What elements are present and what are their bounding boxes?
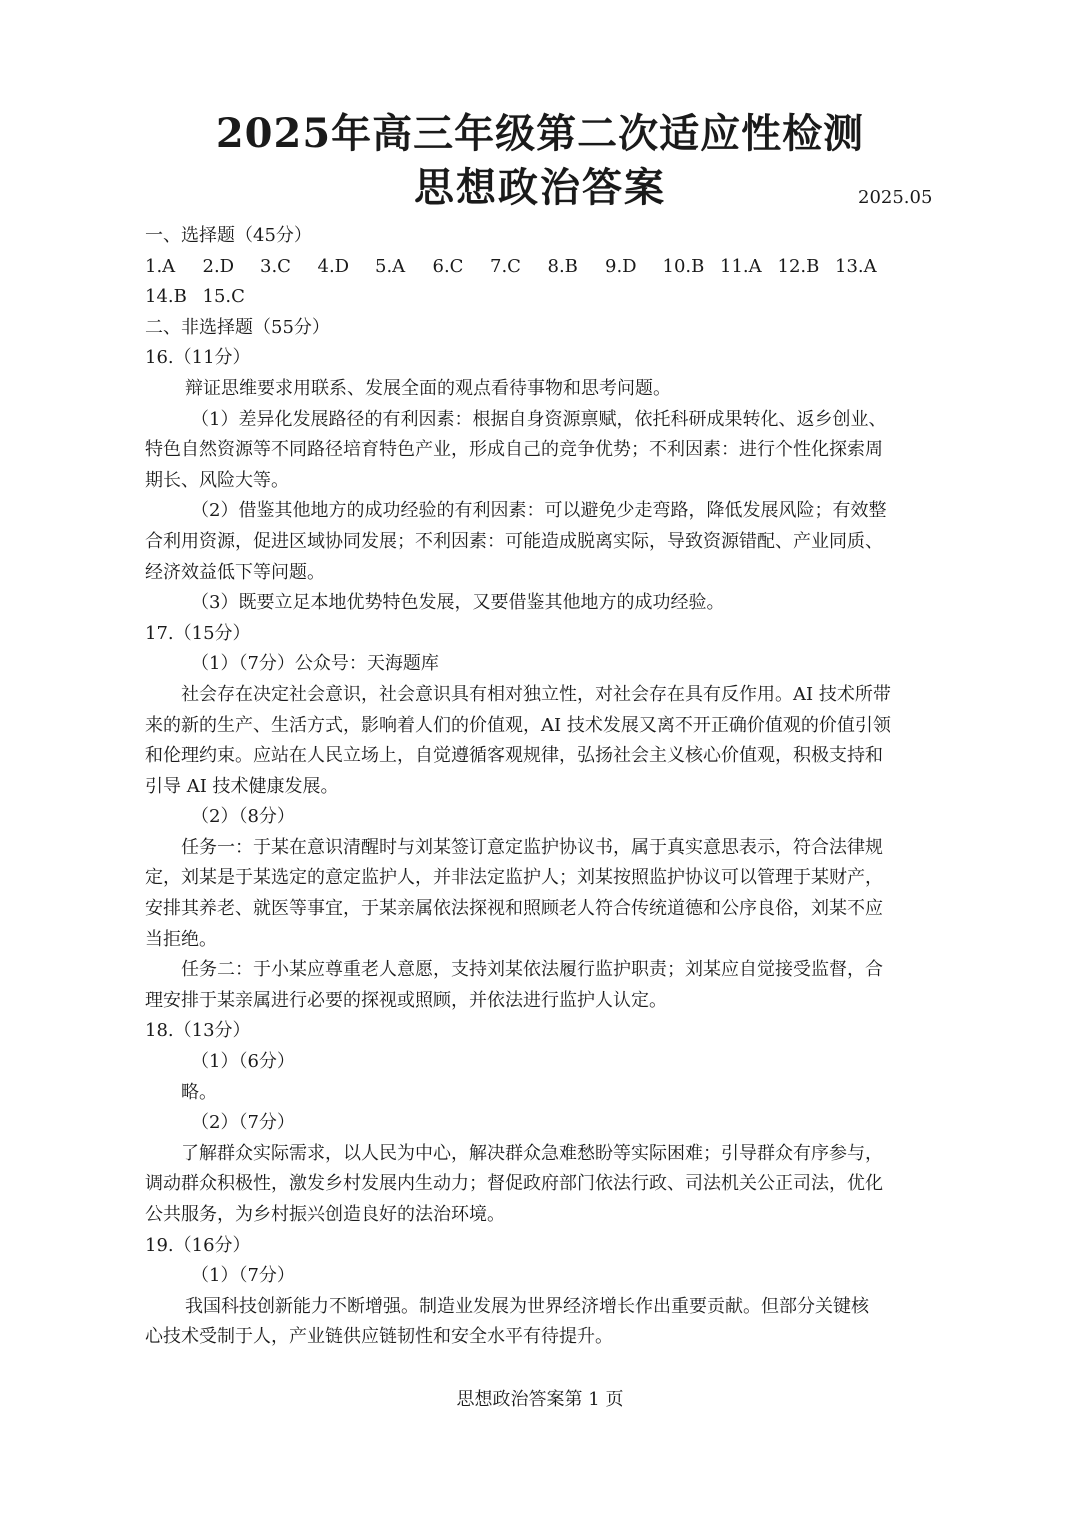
q16-p2-line: 经济效益低下等问题。 [145, 561, 325, 583]
q16-p1-line: 期长、风险大等。 [145, 469, 289, 491]
choice-answer: 1.A [145, 255, 176, 277]
section-choice-heading: 一、选择题（45分） [145, 225, 312, 246]
q19-sub1: （1）（7分） [191, 1265, 295, 1287]
q17-p1-line: 引导 AI 技术健康发展。 [145, 775, 339, 797]
q17-p1-line: 来的新的生产、生活方式，影响着人们的价值观，AI 技术发展又离不开正确价值观的价值引领 [145, 714, 891, 736]
q17-task2-line: 任务二：于小某应尊重老人意愿，支持刘某依法履行监护职责；刘某应自觉接受监督，合 [181, 959, 883, 981]
q16-heading: 16.（11分） [145, 347, 251, 369]
q18-p2-line: 了解群众实际需求，以人民为中心，解决群众急难愁盼等实际困难；引导群众有序参与， [181, 1142, 883, 1164]
q17-p1-line: 和伦理约束。应站在人民立场上，自觉遵循客观规律，弘扬社会主义核心价值观，积极支持和 [145, 745, 883, 767]
q17-p1-line: 社会存在决定社会意识，社会意识具有相对独立性，对社会存在具有反作用。AI 技术所带 [181, 683, 891, 705]
choice-answer: 9.D [605, 255, 637, 277]
choice-answer: 5.A [375, 255, 406, 277]
q19-p1-line: 心技术受制于人，产业链供应链韧性和安全水平有待提升。 [145, 1326, 613, 1348]
choice-answer: 3.C [260, 255, 291, 277]
q18-p2-line: 公共服务，为乡村振兴创造良好的法治环境。 [145, 1204, 505, 1225]
q17-heading: 17.（15分） [145, 622, 251, 644]
q17-task1-line: 当拒绝。 [145, 928, 217, 950]
q17-task1-line: 安排其养老、就医等事宜，于某亲属依法探视和照顾老人符合传统道德和公序良俗，刘某不应 [145, 898, 883, 920]
q19-heading: 19.（16分） [145, 1234, 251, 1256]
section-nonchoice-heading: 二、非选择题（55分） [145, 316, 330, 338]
choice-answer: 10.B [662, 255, 705, 277]
q17-sub2: （2）（8分） [191, 806, 295, 828]
q16-p2-line: 合利用资源，促进区域协同发展；不利因素：可能造成脱离实际，导致资源错配、产业同质、 [145, 530, 883, 552]
q18-sub1: （1）（6分） [191, 1051, 295, 1073]
choice-answer: 11.A [720, 255, 762, 277]
q16-intro: 辩证思维要求用联系、发展全面的观点看待事物和思考问题。 [185, 377, 671, 399]
choice-answer: 8.B [547, 255, 578, 277]
q17-sub1: （1）（7分）公众号：天海题库 [191, 653, 439, 675]
q16-p1-line: 特色自然资源等不同路径培育特色产业，形成自己的竞争优势；不利因素：进行个性化探索周 [145, 439, 883, 461]
q18-sub2: （2）（7分） [191, 1112, 295, 1134]
subject-title: 思想政治答案 [414, 164, 666, 211]
q18-p2-line: 调动群众积极性，激发乡村发展内生动力；督促政府部门依法行政、司法机关公正司法，优化 [145, 1173, 883, 1195]
choice-answer: 14.B [145, 286, 187, 308]
choice-answer: 13.A [835, 255, 877, 277]
choice-answer: 12.B [777, 255, 820, 277]
choice-answer: 6.C [432, 255, 464, 277]
q17-task1-line: 任务一：于某在意识清醒时与刘某签订意定监护协议书，属于真实意思表示，符合法律规 [181, 836, 883, 858]
choice-answer: 15.C [202, 286, 245, 308]
choice-answer: 4.D [317, 255, 350, 277]
q16-p3: （3）既要立足本地优势特色发展，又要借鉴其他地方的成功经验。 [191, 592, 725, 614]
answer-body [145, 221, 945, 1353]
q16-p1-line: （1）差异化发展路径的有利因素：根据自身资源禀赋，依托科研成果转化、返乡创业、 [191, 408, 887, 430]
q17-task1-line: 定，刘某是于某选定的意定监护人，并非法定监护人；刘某按照监护协议可以管理于某财产， [145, 867, 883, 889]
q17-task2-line: 理安排于某亲属进行必要的探视或照顾，并依法进行监护人认定。 [145, 989, 667, 1011]
choice-answer: 2.D [202, 255, 235, 277]
q16-p2-line: （2）借鉴其他地方的成功经验的有利因素：可以避免少走弯路，降低发展风险；有效整 [191, 500, 887, 522]
choice-answer: 7.C [490, 255, 521, 277]
q18-ans1: 略。 [181, 1081, 217, 1103]
exam-title: 2025年高三年级第二次适应性检测 [215, 110, 865, 157]
page-footer: 思想政治答案第 1 页 [456, 1389, 624, 1410]
q19-p1-line: 我国科技创新能力不断增强。制造业发展为世界经济增长作出重要贡献。但部分关键核 [185, 1295, 869, 1317]
q18-heading: 18.（13分） [145, 1020, 251, 1042]
choice-answers [145, 252, 925, 313]
exam-date: 2025.05 [858, 187, 933, 208]
